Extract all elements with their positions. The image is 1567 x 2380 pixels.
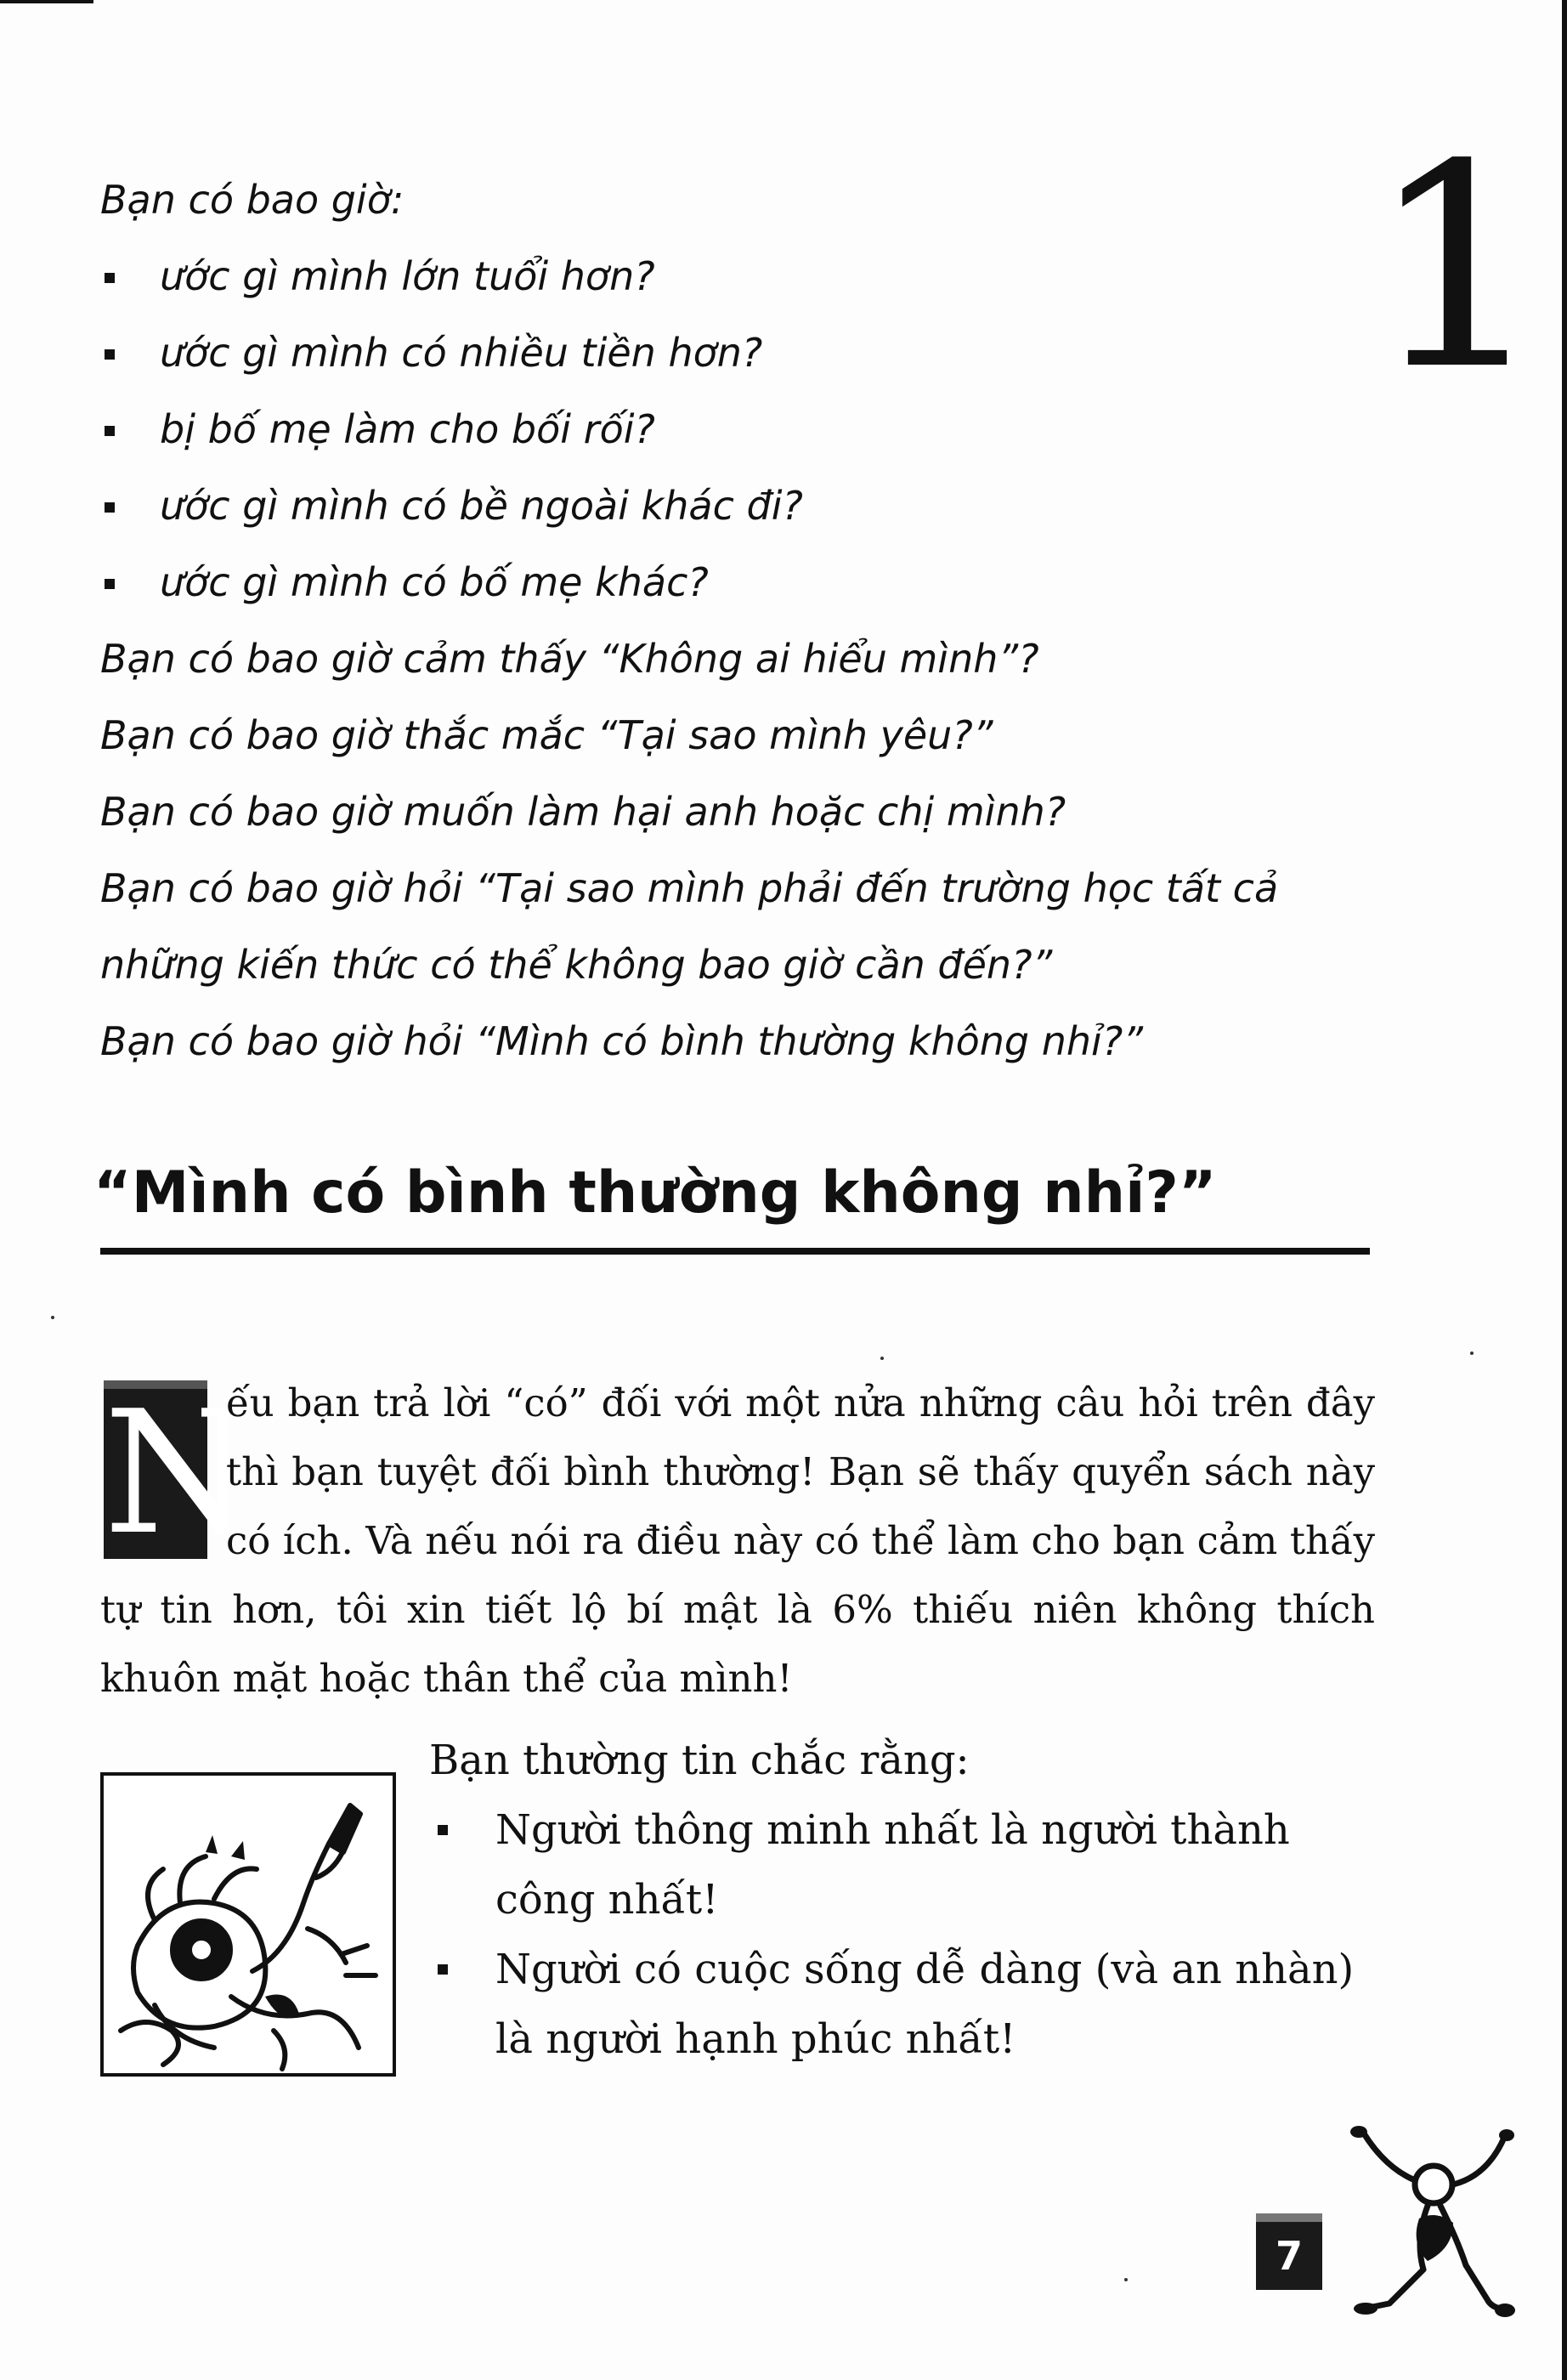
page-number: 7 — [1256, 2213, 1322, 2290]
question-line: Bạn có bao giờ hỏi “Tại sao mình phải đến trường học tất cả — [100, 865, 1279, 911]
list-item — [100, 314, 1375, 391]
bullet-square-icon — [105, 502, 115, 513]
top-edge-mark — [0, 0, 93, 3]
list-item — [429, 1935, 1381, 2074]
list-item — [100, 238, 1375, 314]
paragraph-text: ếu bạn trả lời “có” đối với một nửa những câu hỏi trên đây thì bạn tuyệt đối bình thường! Bạn sẽ thấy quyển sách này có ích. Và nếu nói ra điều này có thể làm cho bạn cảm thấy tự tin hơn, tôi xin tiết lộ bí mật là 6% thiếu niên không thích khuôn mặt hoặc thân thể của mình! — [100, 1380, 1375, 1701]
title-underline — [100, 1248, 1370, 1255]
list-item-text: Người thông minh nhất là người thành công nhất! — [495, 1806, 1290, 1924]
list-item-text: ước gì mình có bố mẹ khác? — [160, 559, 709, 605]
section-title: “Mình có bình thường không nhỉ?” — [93, 1159, 1217, 1227]
list-item-text: bị bố mẹ làm cho bối rối? — [160, 406, 655, 452]
belief-lead: Bạn thường tin chắc rằng: — [429, 1737, 970, 1784]
intro-lead: Bạn có bao giờ: — [100, 177, 404, 223]
list-item — [100, 544, 1375, 620]
print-speck — [51, 1316, 54, 1319]
pointing-kid-icon — [104, 1776, 393, 2073]
cartoon-illustration — [100, 1772, 396, 2077]
list-item — [100, 391, 1375, 468]
list-item-text: ước gì mình có bề ngoài khác đi? — [160, 483, 803, 529]
list-item — [100, 468, 1375, 544]
list-item-text: Người có cuộc sống dễ dàng (và an nhàn) là người hạnh phúc nhất! — [495, 1946, 1355, 2063]
bullet-square-icon — [438, 1825, 448, 1835]
intro-questions — [100, 162, 1375, 1080]
page-edge-shadow — [1562, 0, 1567, 2380]
question-line: những kiến thức có thể không bao giờ cần đến?” — [100, 942, 1053, 988]
bullet-square-icon — [438, 1964, 448, 1975]
list-item-text: ước gì mình có nhiều tiền hơn? — [160, 330, 763, 376]
list-item — [429, 1795, 1381, 1935]
bullet-square-icon — [105, 579, 115, 589]
bullet-square-icon — [105, 426, 115, 436]
print-speck — [1470, 1352, 1474, 1355]
list-item-text: ước gì mình lớn tuổi hơn? — [160, 253, 655, 299]
print-speck — [880, 1357, 884, 1360]
bullet-square-icon — [105, 349, 115, 360]
print-speck — [1124, 2278, 1128, 2281]
belief-list — [429, 1726, 1381, 2074]
question-line: Bạn có bao giờ cảm thấy “Không ai hiểu mình”? — [100, 636, 1039, 682]
chapter-number: 1 — [1368, 105, 1547, 431]
jumping-kid-icon — [1347, 2125, 1517, 2320]
body-paragraph — [100, 1368, 1375, 1713]
bullet-square-icon — [105, 273, 115, 283]
question-line: Bạn có bao giờ thắc mắc “Tại sao mình yêu?” — [100, 712, 993, 758]
question-line: Bạn có bao giờ hỏi “Mình có bình thường không nhỉ?” — [100, 1018, 1144, 1064]
question-line: Bạn có bao giờ muốn làm hại anh hoặc chị mình? — [100, 789, 1066, 835]
dropcap: N — [104, 1374, 252, 1572]
